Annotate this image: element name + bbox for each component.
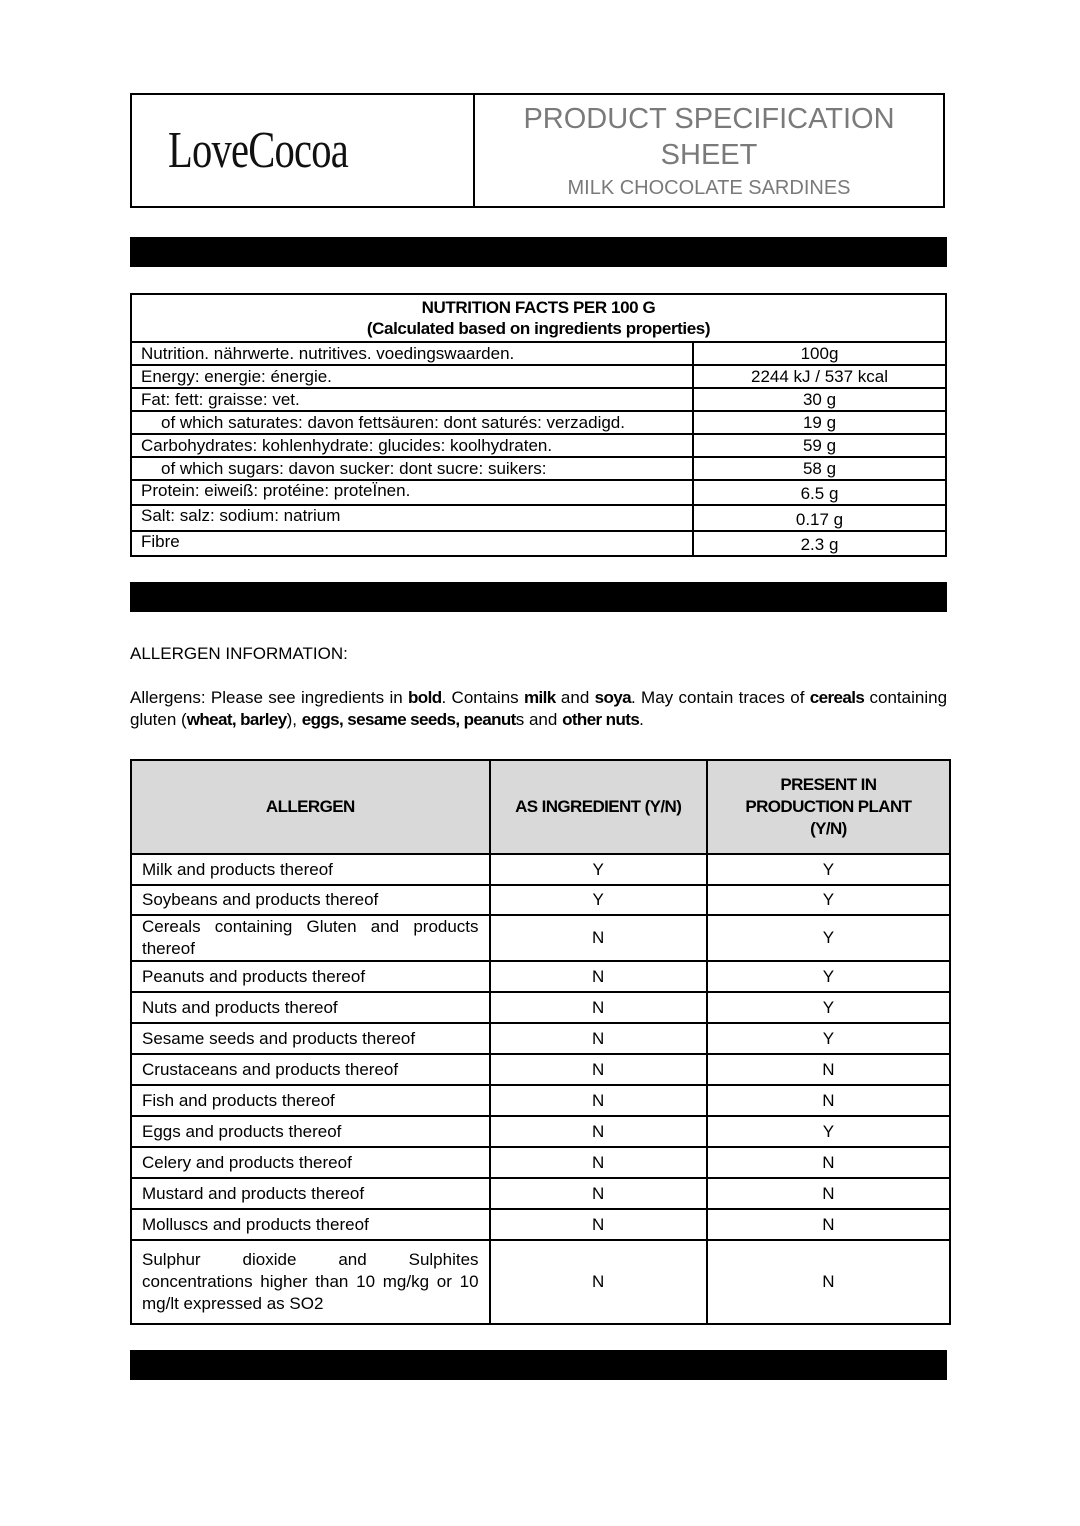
allergen-emphasis: soya [594, 688, 631, 707]
production-plant-value: N [707, 1240, 950, 1324]
as-ingredient-value: N [490, 1116, 707, 1147]
allergen-row [131, 1116, 950, 1147]
nutrition-value: 59 g [693, 434, 946, 457]
nutrition-row [131, 505, 946, 531]
nutrition-value: 0.17 g [693, 505, 946, 531]
as-ingredient-value: N [490, 1085, 707, 1116]
allergen-text-segment: ), [286, 710, 302, 729]
production-plant-value: Y [707, 854, 950, 885]
nutrition-row [131, 411, 946, 434]
nutrition-heading-line2: (Calculated based on ingredients properties) [366, 319, 711, 338]
brand-logo: LoveCocoa [168, 122, 348, 179]
logo-cell [132, 95, 475, 206]
allergen-text-segment: Allergens: Please see ingredients in [130, 688, 409, 707]
allergen-name: Mustard and products thereof [131, 1178, 490, 1209]
production-plant-value: N [707, 1085, 950, 1116]
allergen-name: Sesame seeds and products thereof [131, 1023, 490, 1054]
production-plant-value: N [707, 1147, 950, 1178]
production-plant-value: Y [707, 992, 950, 1023]
as-ingredient-value: N [490, 1147, 707, 1178]
allergen-text-segment: containing gluten ( [130, 688, 948, 729]
production-plant-value: Y [707, 961, 950, 992]
allergen-emphasis: eggs, sesame seeds, peanut [301, 710, 516, 729]
production-plant-value: N [707, 1054, 950, 1085]
nutrition-value: 58 g [693, 457, 946, 480]
allergen-name: Celery and products thereof [131, 1147, 490, 1178]
nutrition-heading [131, 294, 946, 342]
nutrition-label: Fat: fett: graisse: vet. [131, 388, 693, 411]
nutrition-heading-line1: NUTRITION FACTS PER 100 G [421, 298, 656, 317]
plant-header-line: (Y/N) [810, 819, 847, 838]
allergen-name: Soybeans and products thereof [131, 885, 490, 915]
allergen-row [131, 1054, 950, 1085]
plant-header-line: PRODUCTION PLANT [745, 797, 912, 816]
allergen-statement [130, 687, 947, 731]
allergen-text-segment: . May contain traces of [631, 688, 810, 707]
nutrition-table [130, 293, 947, 557]
section-divider-bar [130, 582, 947, 612]
nutrition-row [131, 434, 946, 457]
allergen-name: Eggs and products thereof [131, 1116, 490, 1147]
allergen-name: Nuts and products thereof [131, 992, 490, 1023]
plant-header-line: PRESENT IN [780, 775, 877, 794]
allergen-row [131, 992, 950, 1023]
allergen-name: Milk and products thereof [131, 854, 490, 885]
production-plant-value: Y [707, 885, 950, 915]
allergen-info-heading: ALLERGEN INFORMATION: [130, 644, 348, 663]
nutrition-label: Carbohydrates: kohlenhydrate: glucides: koolhydraten. [131, 434, 693, 457]
as-ingredient-value: N [490, 1054, 707, 1085]
production-plant-value: Y [707, 1023, 950, 1054]
allergen-row [131, 961, 950, 992]
allergen-text-segment: . Contains [441, 688, 524, 707]
section-divider-bar [130, 1350, 947, 1380]
allergen-text-segment: . [639, 710, 644, 729]
ingredient-column-header: AS INGREDIENT (Y/N) [490, 760, 707, 854]
allergen-name: Molluscs and products thereof [131, 1209, 490, 1240]
production-plant-value: Y [707, 915, 950, 961]
nutrition-value: 6.5 g [693, 480, 946, 505]
as-ingredient-value: N [490, 1209, 707, 1240]
nutrition-label: Protein: eiweiß: protéine: proteЇnen. [131, 480, 693, 505]
nutrition-label: Nutrition. nährwerte. nutritives. voedingswaarden. [131, 342, 693, 365]
as-ingredient-value: N [490, 1023, 707, 1054]
nutrition-row [131, 457, 946, 480]
allergen-row [131, 885, 950, 915]
production-plant-value: Y [707, 1116, 950, 1147]
allergen-row [131, 854, 950, 885]
as-ingredient-value: N [490, 1178, 707, 1209]
allergen-row [131, 1178, 950, 1209]
nutrition-heading-row [131, 294, 946, 342]
page-title-line1: PRODUCT SPECIFICATION [523, 102, 895, 135]
nutrition-row [131, 531, 946, 556]
page-title-line2: SHEET [660, 138, 758, 171]
allergen-emphasis: other nuts [562, 710, 640, 729]
allergen-row [131, 1147, 950, 1178]
nutrition-row [131, 365, 946, 388]
as-ingredient-value: Y [490, 854, 707, 885]
allergen-row [131, 1240, 950, 1324]
allergen-row [131, 1085, 950, 1116]
allergen-column-header: ALLERGEN [131, 760, 490, 854]
nutrition-value: 30 g [693, 388, 946, 411]
nutrition-label: Salt: salz: sodium: natrium [131, 505, 693, 531]
nutrition-row [131, 480, 946, 505]
allergen-table [130, 759, 951, 1325]
allergen-emphasis: cereals [809, 688, 865, 707]
as-ingredient-value: N [490, 992, 707, 1023]
allergen-name: Peanuts and products thereof [131, 961, 490, 992]
allergen-name: Crustaceans and products thereof [131, 1054, 490, 1085]
production-plant-value: N [707, 1178, 950, 1209]
product-name: MILK CHOCOLATE SARDINES [567, 176, 851, 199]
allergen-header-row [131, 760, 950, 854]
allergen-row [131, 1209, 950, 1240]
as-ingredient-value: N [490, 1240, 707, 1324]
nutrition-row [131, 342, 946, 365]
allergen-row [131, 915, 950, 961]
nutrition-value: 19 g [693, 411, 946, 434]
allergen-text-segment: and [555, 688, 595, 707]
nutrition-label: of which saturates: davon fettsäuren: dont saturés: verzadigd. [131, 411, 693, 434]
section-divider-bar [130, 237, 947, 267]
production-plant-value: N [707, 1209, 950, 1240]
allergen-row [131, 1023, 950, 1054]
allergen-table-body [131, 854, 950, 1324]
allergen-text-segment: s and [515, 710, 563, 729]
nutrition-label: of which sugars: davon sucker: dont sucre: suikers: [131, 457, 693, 480]
allergen-name: Sulphur dioxide and Sulphites concentrations higher than 10 mg/kg or 10 mg/lt expressed as SO2 [131, 1240, 490, 1324]
allergen-emphasis: wheat, barley [186, 710, 287, 729]
allergen-name: Fish and products thereof [131, 1085, 490, 1116]
as-ingredient-value: Y [490, 885, 707, 915]
allergen-emphasis: milk [523, 688, 556, 707]
as-ingredient-value: N [490, 915, 707, 961]
spec-header [130, 93, 945, 208]
nutrition-value: 2244 kJ / 537 kcal [693, 365, 946, 388]
title-cell [475, 95, 943, 206]
nutrition-label: Energy: energie: énergie. [131, 365, 693, 388]
nutrition-value: 2.3 g [693, 531, 946, 556]
nutrition-value: 100g [693, 342, 946, 365]
as-ingredient-value: N [490, 961, 707, 992]
allergen-name: Cereals containing Gluten and products thereof [131, 915, 490, 961]
nutrition-row [131, 388, 946, 411]
allergen-emphasis: bold [408, 688, 442, 707]
plant-column-header [707, 760, 950, 854]
nutrition-label: Fibre [131, 531, 693, 556]
